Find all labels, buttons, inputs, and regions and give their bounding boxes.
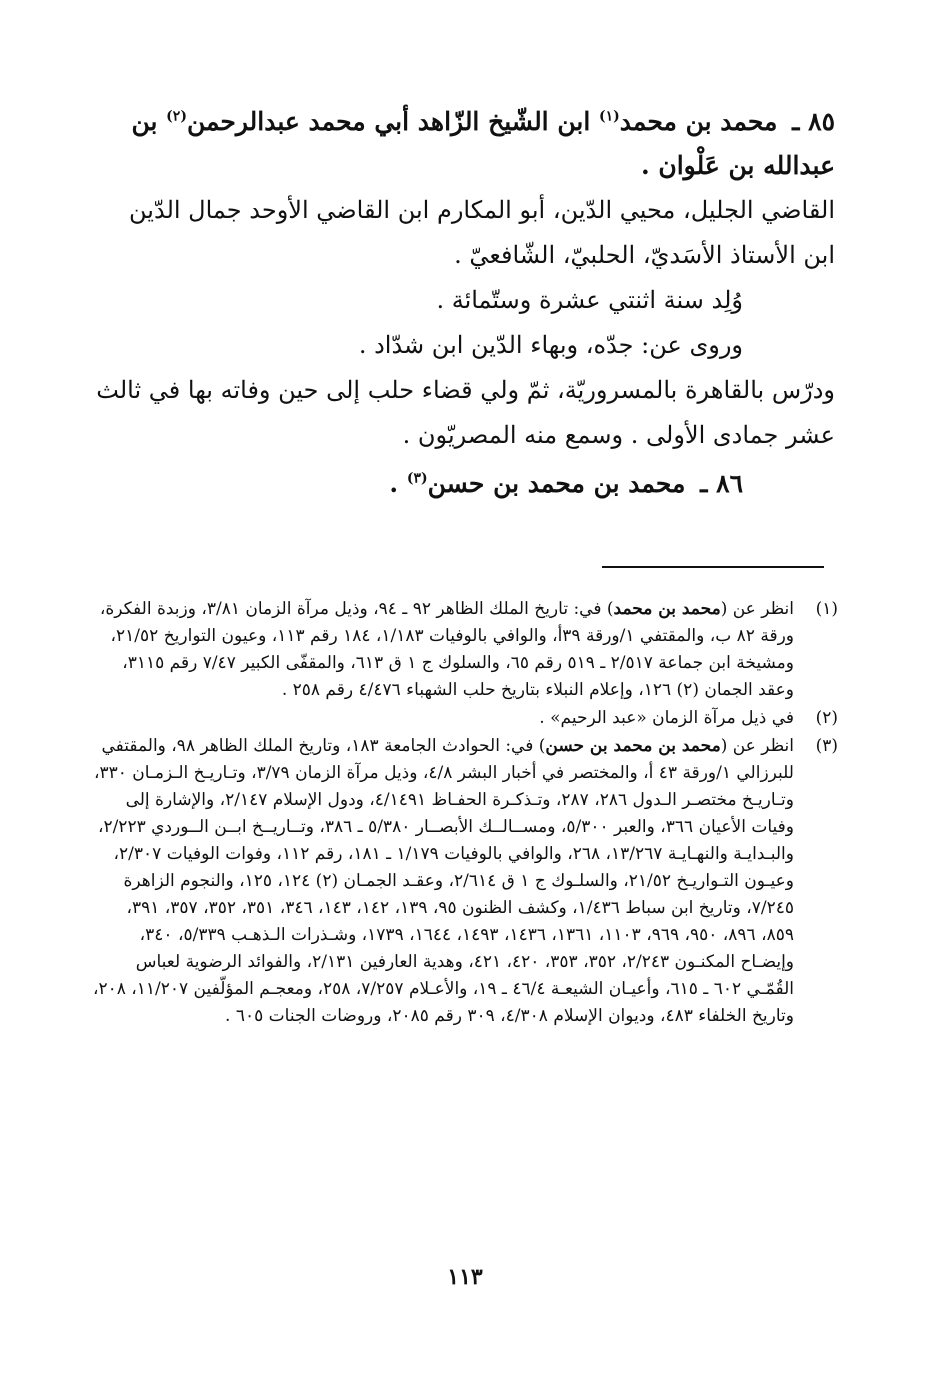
footnote-3-bold: محمد بن محمد بن حسن bbox=[545, 736, 721, 756]
entry-85-birth: وُلِد سنة اثنتي عشرة وستّمائة . bbox=[436, 286, 743, 314]
footnote-3-lead: انظر عن ( bbox=[720, 736, 794, 756]
entry-85-career: ودرّس بالقاهرة بالمسروريّة، ثمّ ولي قضاء حلب إلى حين وفاته بها في ثالث عشر جمادى الأولى . وسمع منه المصريّون . bbox=[96, 376, 835, 449]
entry-86-number: ٨٦ ـ bbox=[700, 469, 743, 498]
footnote-2-number: (٢) bbox=[815, 708, 838, 728]
entry-85-heading bbox=[95, 100, 835, 188]
footnote-3-number: (٣) bbox=[815, 736, 838, 756]
entry-85-narrated: وروى عن: جدّه، وبهاء الدّين ابن شدّاد . bbox=[358, 331, 743, 359]
footnotes bbox=[92, 596, 838, 1031]
footnote-separator bbox=[602, 566, 824, 568]
footnote-1-lead: انظر عن ( bbox=[720, 599, 794, 619]
footnote-ref-3[interactable]: (٣) bbox=[406, 470, 428, 487]
entry-85-name-part2: ابن الشّيخ الزّاهد أبي محمد عبدالرحمن bbox=[186, 107, 591, 136]
entry-85-number: ٨٥ ـ bbox=[792, 107, 835, 136]
footnote-1-bold: محمد بن محمد bbox=[613, 599, 721, 619]
footnote-3-text: ) في: الحوادث الجامعة ١٨٣، وتاريخ الملك الظاهر ٩٨، والمقتفي للبرزالي ١/ورقة ٤٣ أ، والمختصر في أخبار البشر ٤/٨، وذيل مرآة الزمان ٣/٧٩، وتـاريـخ الـزمـان ٣٣٠، وتـاريـخ مختصـر الـدول ٢٨٦، ٢٨٧، وتـذكـرة الحفـاظ ٤/١٤٩١، ودول الإسلام ٢/١٤٧، والإشارة إلى وفيات الأعيان ٣٦٦، والعبر ٥/٣٠٠، ومســالــك الأبصــار ٥/٣٨٠ ـ ٣٨٦، وتــاريــخ ابــن الــوردي ٢/٢٢٣، والبـدايـة والنهـايـة ١٣/٢٦٧، ٢٦٨، والوافي بالوفيات ١/١٧٩ ـ ١٨١، رقم ١١٢، وفوات الوفيات ٢/٣٠٧، وعيـون التـواريـخ ٢١/٥٢، والسلـوك ج ١ ق ٢/٦١٤، وعقـد الجمـان (٢) ١٢٤، ١٢٥، والنجوم الزاهرة ٧/٢٤٥، وتاريخ ابن سباط ١/٤٣٦، وكشف الظنون ٩٥، ١٣٩، ١٤٢، ١٤٣، ٣٤٦، ٣٥١، ٣٥٢، ٣٥٧، ٣٩١، ٨٥٩، ٨٩٦، ٩٥٠، ٩٦٩، ١١٠٣، ١٣٦١، ١٤٣٦، ١٤٩٣، ١٦٤٤، ١٧٣٩، وشـذرات الـذهـب ٥/٣٣٩، ٣٤٠، وإيضـاح المكنـون ٢/٢٤٣، ٣٥٢، ٣٥٣، ٤٢٠، ٤٢١، وهدية العارفين ٢/١٣١، والفوائد الرضوية لعباس القُمّـي ٦٠٢ ـ ٦١٥، وأعيـان الشيعـة ٤٦/٤ ـ ١٩، والأعـلام ٧/٢٥٧، ٢٥٨، ومعجـم المؤلّفين ١١/٢٠٧، ٢٠٨، وتاريخ الخلفاء ٤٨٣، وديوان الإسلام ٤/٣٠٨، ٣٠٩ رقم ٢٠٨٥، وروضات الجنات ٦٠٥ . bbox=[92, 736, 794, 1026]
entry-85-name-part1: محمد بن محمد bbox=[619, 107, 778, 136]
footnote-1-text: ) في: تاريخ الملك الظاهر ٩٢ ـ ٩٤، وذيل مرآة الزمان ٣/٨١، وزبدة الفكرة، ورقة ٨٢ ب، والمقتفي ١/ورقة ٣٩أ، والوافي بالوفيات ١/١٨٣، ١٨٤ رقم ١١٣، وعيون التواريخ ٢١/٥٢، ومشيخة ابن جماعة ٢/٥١٧ ـ ٥١٩ رقم ٦٥، والسلوك ج ١ ق ٦١٣، والمقفّى الكبير ٧/٤٧ رقم ٣١١٥، وعقد الجمان (٢) ١٢٦، وإعلام النبلاء بتاريخ حلب الشهباء ٤/٤٧٦ رقم ٢٥٨ . bbox=[99, 599, 794, 700]
footnote-1 bbox=[92, 596, 838, 704]
page-number: ١١٣ bbox=[447, 1264, 483, 1290]
footnote-2 bbox=[92, 705, 838, 732]
entry-86-tail: . bbox=[389, 469, 399, 498]
footnote-3 bbox=[92, 733, 838, 1030]
entry-86-name: محمد بن محمد بن حسن bbox=[427, 469, 686, 498]
footnote-1-number: (١) bbox=[815, 599, 838, 619]
main-text bbox=[95, 100, 835, 506]
footnote-ref-2[interactable]: (٢) bbox=[166, 108, 187, 125]
entry-86-heading bbox=[95, 462, 835, 506]
footnote-ref-1[interactable]: (١) bbox=[599, 108, 620, 125]
entry-85-titles: القاضي الجليل، محيي الدّين، أبو المكارم ابن القاضي الأوحد جمال الدّين ابن الأستاذ الأسَديّ، الحلبيّ، الشّافعيّ . bbox=[129, 196, 835, 269]
entry-85-name-part3: بن عبدالله بن عَلْوان . bbox=[131, 107, 835, 180]
footnote-2-text: في ذيل مرآة الزمان «عبد الرحيم» . bbox=[539, 708, 794, 728]
